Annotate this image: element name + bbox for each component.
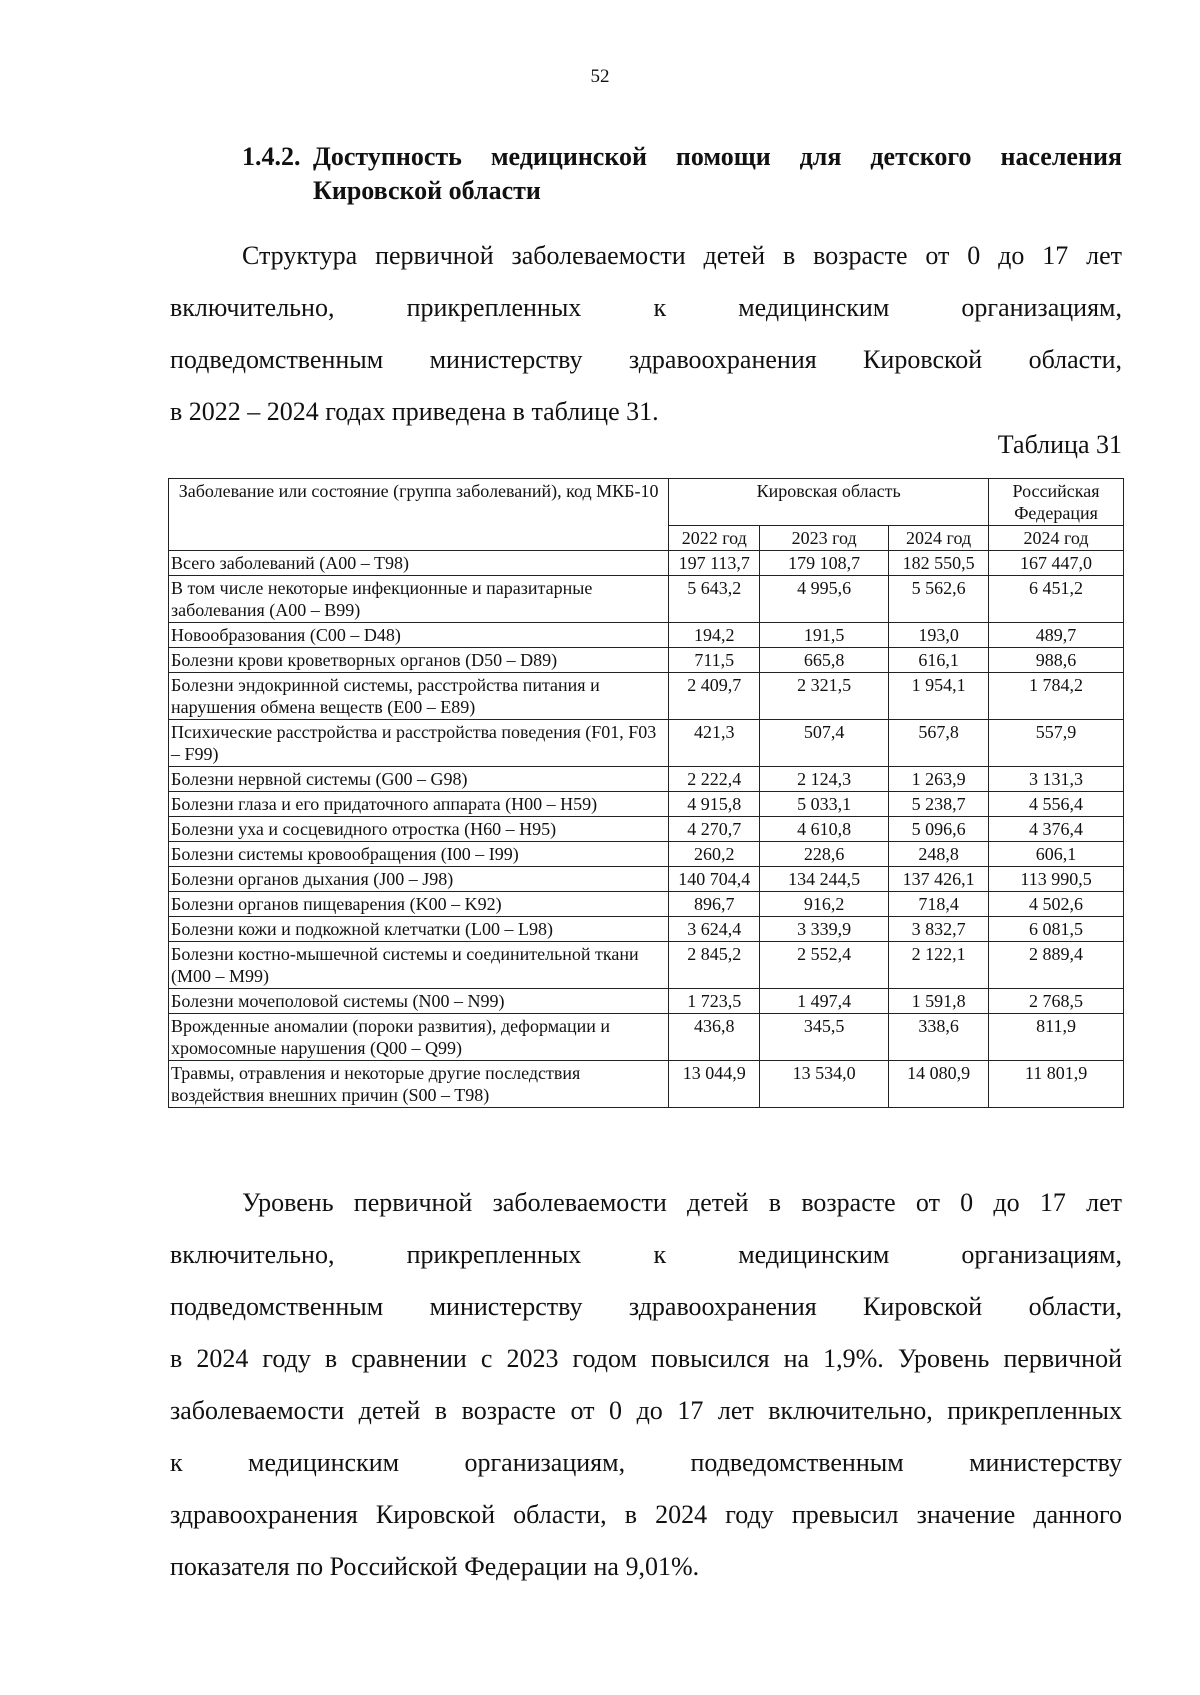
value-cell: 3 624,4 xyxy=(669,917,760,942)
table-row xyxy=(169,867,1124,892)
value-cell: 6 081,5 xyxy=(989,917,1124,942)
value-cell: 5 562,6 xyxy=(889,576,989,623)
value-cell: 1 497,4 xyxy=(760,989,889,1014)
table-row xyxy=(169,1061,1124,1108)
value-cell: 13 534,0 xyxy=(760,1061,889,1108)
value-cell: 137 426,1 xyxy=(889,867,989,892)
disease-name-cell: Болезни нервной системы (G00 – G98) xyxy=(169,767,669,792)
value-cell: 3 339,9 xyxy=(760,917,889,942)
table-row xyxy=(169,673,1124,720)
value-cell: 194,2 xyxy=(669,623,760,648)
disease-name-cell: Болезни костно-мышечной системы и соединительной ткани (M00 – M99) xyxy=(169,942,669,989)
value-cell: 2 889,4 xyxy=(989,942,1124,989)
value-cell: 436,8 xyxy=(669,1014,760,1061)
value-cell: 134 244,5 xyxy=(760,867,889,892)
table-body xyxy=(169,551,1124,1108)
value-cell: 4 376,4 xyxy=(989,817,1124,842)
paragraph-line: включительно, прикрепленных к медицинским организациям, xyxy=(170,293,1122,322)
value-cell: 179 108,7 xyxy=(760,551,889,576)
value-cell: 140 704,4 xyxy=(669,867,760,892)
value-cell: 338,6 xyxy=(889,1014,989,1061)
value-cell: 988,6 xyxy=(989,648,1124,673)
disease-name-cell: Болезни органов дыхания (J00 – J98) xyxy=(169,867,669,892)
disease-name-cell: Болезни глаза и его придаточного аппарата (H00 – H59) xyxy=(169,792,669,817)
table-row xyxy=(169,720,1124,767)
value-cell: 4 556,4 xyxy=(989,792,1124,817)
value-cell: 4 270,7 xyxy=(669,817,760,842)
value-cell: 345,5 xyxy=(760,1014,889,1061)
value-cell: 557,9 xyxy=(989,720,1124,767)
disease-name-cell: Болезни системы кровообращения (I00 – I99) xyxy=(169,842,669,867)
value-cell: 2 222,4 xyxy=(669,767,760,792)
value-cell: 13 044,9 xyxy=(669,1061,760,1108)
paragraph-line: показателя по Российской Федерации на 9,01%. xyxy=(170,1552,700,1581)
rf-column-header: Российская Федерация xyxy=(989,479,1124,526)
value-cell: 2 122,1 xyxy=(889,942,989,989)
section-title-line-2: Кировской области xyxy=(313,176,541,205)
paragraph-line: здравоохранения Кировской области, в 2024 году превысил значение данного xyxy=(170,1500,1122,1529)
value-cell: 3 832,7 xyxy=(889,917,989,942)
value-cell: 5 096,6 xyxy=(889,817,989,842)
disease-name-cell: Болезни эндокринной системы, расстройства питания и нарушения обмена веществ (E00 – E89) xyxy=(169,673,669,720)
value-cell: 248,8 xyxy=(889,842,989,867)
value-cell: 1 263,9 xyxy=(889,767,989,792)
value-cell: 916,2 xyxy=(760,892,889,917)
year-header: 2024 год xyxy=(889,526,989,551)
disease-name-cell: Новообразования (C00 – D48) xyxy=(169,623,669,648)
table-row xyxy=(169,767,1124,792)
value-cell: 718,4 xyxy=(889,892,989,917)
value-cell: 2 768,5 xyxy=(989,989,1124,1014)
table-header-row xyxy=(169,479,1124,526)
value-cell: 4 995,6 xyxy=(760,576,889,623)
page-number: 52 xyxy=(590,66,610,87)
value-cell: 193,0 xyxy=(889,623,989,648)
disease-name-cell: В том числе некоторые инфекционные и паразитарные заболевания (A00 – B99) xyxy=(169,576,669,623)
disease-name-cell: Болезни уха и сосцевидного отростка (H60 – H95) xyxy=(169,817,669,842)
value-cell: 665,8 xyxy=(760,648,889,673)
value-cell: 191,5 xyxy=(760,623,889,648)
paragraph-line: Уровень первичной заболеваемости детей в возрасте от 0 до 17 лет xyxy=(242,1188,1122,1217)
value-cell: 2 409,7 xyxy=(669,673,760,720)
kirov-column-header: Кировская область xyxy=(669,479,989,526)
year-header: 2023 год xyxy=(760,526,889,551)
conclusion-paragraph xyxy=(170,1177,1122,1593)
disease-name-cell: Всего заболеваний (A00 – T98) xyxy=(169,551,669,576)
disease-name-cell: Болезни крови кроветворных органов (D50 – D89) xyxy=(169,648,669,673)
disease-name-cell: Болезни органов пищеварения (K00 – K92) xyxy=(169,892,669,917)
value-cell: 421,3 xyxy=(669,720,760,767)
paragraph-line: подведомственным министерству здравоохранения Кировской области, xyxy=(170,345,1122,374)
value-cell: 197 113,7 xyxy=(669,551,760,576)
value-cell: 606,1 xyxy=(989,842,1124,867)
disease-name-cell: Врожденные аномалии (пороки развития), деформации и хромосомные нарушения (Q00 – Q99) xyxy=(169,1014,669,1061)
section-title-line-1: Доступность медицинской помощи для детского населения xyxy=(313,142,1122,171)
table-row xyxy=(169,1014,1124,1061)
value-cell: 489,7 xyxy=(989,623,1124,648)
value-cell: 260,2 xyxy=(669,842,760,867)
value-cell: 228,6 xyxy=(760,842,889,867)
value-cell: 6 451,2 xyxy=(989,576,1124,623)
value-cell: 182 550,5 xyxy=(889,551,989,576)
paragraph-line: в 2022 – 2024 годах приведена в таблице 31. xyxy=(170,397,659,426)
value-cell: 2 321,5 xyxy=(760,673,889,720)
section-number: 1.4.2. xyxy=(242,142,301,171)
value-cell: 1 591,8 xyxy=(889,989,989,1014)
value-cell: 2 552,4 xyxy=(760,942,889,989)
value-cell: 507,4 xyxy=(760,720,889,767)
value-cell: 113 990,5 xyxy=(989,867,1124,892)
table-row xyxy=(169,842,1124,867)
table-row xyxy=(169,576,1124,623)
value-cell: 4 610,8 xyxy=(760,817,889,842)
value-cell: 711,5 xyxy=(669,648,760,673)
value-cell: 1 784,2 xyxy=(989,673,1124,720)
table-row xyxy=(169,817,1124,842)
value-cell: 811,9 xyxy=(989,1014,1124,1061)
disease-name-cell: Болезни кожи и подкожной клетчатки (L00 – L98) xyxy=(169,917,669,942)
table-row xyxy=(169,989,1124,1014)
paragraph-line: Структура первичной заболеваемости детей в возрасте от 0 до 17 лет xyxy=(242,241,1122,270)
value-cell: 4 915,8 xyxy=(669,792,760,817)
disease-name-cell: Психические расстройства и расстройства поведения (F01, F03 – F99) xyxy=(169,720,669,767)
table-row xyxy=(169,892,1124,917)
value-cell: 4 502,6 xyxy=(989,892,1124,917)
paragraph-line: в 2024 году в сравнении с 2023 годом повысился на 1,9%. Уровень первичной xyxy=(170,1344,1122,1373)
table-row xyxy=(169,917,1124,942)
value-cell: 14 080,9 xyxy=(889,1061,989,1108)
value-cell: 167 447,0 xyxy=(989,551,1124,576)
disease-name-cell: Болезни мочеполовой системы (N00 – N99) xyxy=(169,989,669,1014)
paragraph-line: заболеваемости детей в возрасте от 0 до 17 лет включительно, прикрепленных xyxy=(170,1396,1122,1425)
paragraph-line: к медицинским организациям, подведомственным министерству xyxy=(170,1448,1122,1477)
table-row xyxy=(169,942,1124,989)
table-row xyxy=(169,792,1124,817)
value-cell: 2 124,3 xyxy=(760,767,889,792)
table-row xyxy=(169,623,1124,648)
value-cell: 3 131,3 xyxy=(989,767,1124,792)
value-cell: 5 643,2 xyxy=(669,576,760,623)
value-cell: 896,7 xyxy=(669,892,760,917)
value-cell: 5 238,7 xyxy=(889,792,989,817)
value-cell: 5 033,1 xyxy=(760,792,889,817)
value-cell: 616,1 xyxy=(889,648,989,673)
table-label: Таблица 31 xyxy=(997,430,1122,459)
value-cell: 11 801,9 xyxy=(989,1061,1124,1108)
value-cell: 2 845,2 xyxy=(669,942,760,989)
disease-name-cell: Травмы, отравления и некоторые другие последствия воздействия внешних причин (S00 – T98) xyxy=(169,1061,669,1108)
year-header: 2024 год xyxy=(989,526,1124,551)
year-header: 2022 год xyxy=(669,526,760,551)
paragraph-line: подведомственным министерству здравоохранения Кировской области, xyxy=(170,1292,1122,1321)
morbidity-table xyxy=(168,478,1124,1108)
table-row xyxy=(169,551,1124,576)
intro-paragraph xyxy=(170,230,1122,438)
table-row xyxy=(169,648,1124,673)
value-cell: 1 723,5 xyxy=(669,989,760,1014)
paragraph-line: включительно, прикрепленных к медицинским организациям, xyxy=(170,1240,1122,1269)
value-cell: 1 954,1 xyxy=(889,673,989,720)
disease-column-header: Заболевание или состояние (группа заболеваний), код МКБ-10 xyxy=(169,479,669,551)
value-cell: 567,8 xyxy=(889,720,989,767)
